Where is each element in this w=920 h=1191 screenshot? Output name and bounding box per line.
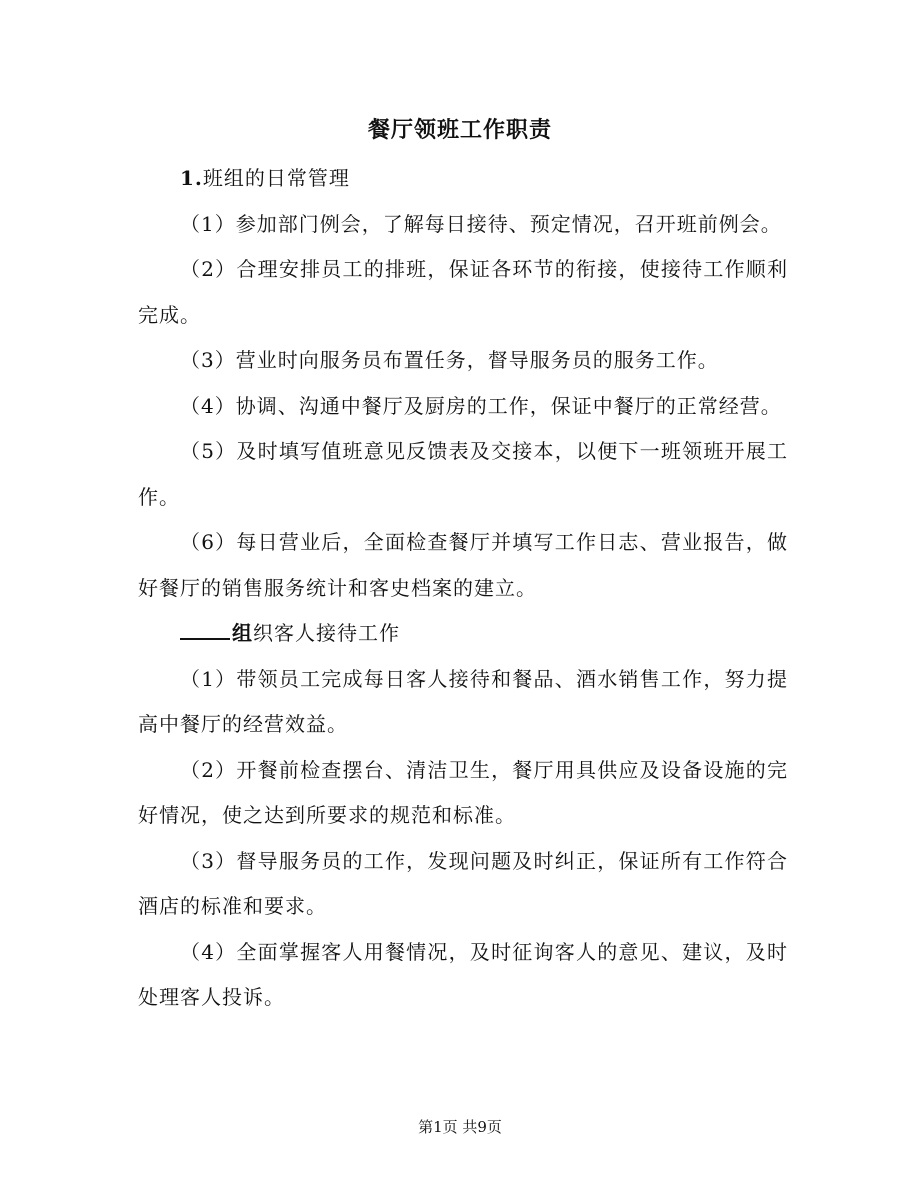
fill-in-blank bbox=[180, 622, 230, 640]
section-heading-text: 织客人接待工作 bbox=[253, 621, 400, 645]
list-item: （3）督导服务员的工作，发现问题及时纠正，保证所有工作符合酒店的标准和要求。 bbox=[138, 848, 788, 918]
list-item: （2）开餐前检查摆台、清洁卫生，餐厅用具供应及设备设施的完好情况，使之达到所要求的规范和标准。 bbox=[138, 757, 788, 827]
section-heading-daily-management bbox=[138, 156, 788, 202]
list-item: （5）及时填写值班意见反馈表及交接本，以便下一班领班开展工作。 bbox=[138, 439, 788, 509]
page-footer: 第1页 共9页 bbox=[418, 1118, 502, 1136]
document-body bbox=[138, 156, 788, 1021]
list-item: （4）协调、沟通中餐厅及厨房的工作，保证中餐厅的正常经营。 bbox=[180, 393, 782, 418]
section-number: 1. bbox=[180, 166, 203, 190]
list-item: （2）合理安排员工的排班，保证各环节的衔接，使接待工作顺利完成。 bbox=[138, 257, 788, 327]
section-heading-guest-reception bbox=[138, 611, 788, 657]
section-heading-text: 班组的日常管理 bbox=[202, 166, 350, 190]
section-heading-first-char: 组 bbox=[232, 621, 253, 645]
list-item: （1）参加部门例会，了解每日接待、预定情况，召开班前例会。 bbox=[180, 211, 782, 236]
list-item: （6）每日营业后，全面检查餐厅并填写工作日志、营业报告，做好餐厅的销售服务统计和客史档案的建立。 bbox=[138, 530, 788, 600]
page-title: 餐厅领班工作职责 bbox=[367, 117, 552, 143]
list-item: （4）全面掌握客人用餐情况，及时征询客人的意见、建议，及时处理客人投诉。 bbox=[138, 939, 788, 1009]
list-item: （3）营业时向服务员布置任务，督导服务员的服务工作。 bbox=[180, 348, 719, 372]
list-item: （1）带领员工完成每日客人接待和餐品、酒水销售工作，努力提高中餐厅的经营效益。 bbox=[138, 666, 788, 736]
